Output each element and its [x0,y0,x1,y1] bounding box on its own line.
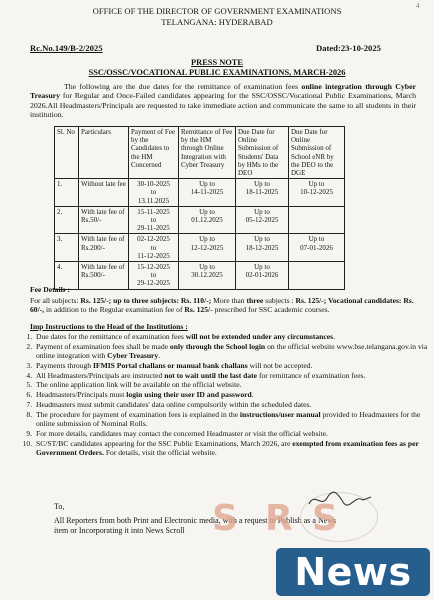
intro-paragraph: The following are the due dates for the remittance of examination fees online integration through Cyber Treasury for Regular and Once-Failed candidates appearing for the SSC/OSSC/Vocational Public Examinations, March 2026.All Headmasters/Principals are requested to take immediate action and communicate the same to all students in their institution. [30,82,416,119]
table-header-row [55,127,345,179]
corner-mark: 4 [416,2,420,10]
header-hm-due-date: Due Date for Online Submission of Students' Data by HMs to the DEO [236,127,289,179]
list-item: 10. SC/ST/BC candidates appearing for the SSC Public Examinations, March 2026, are exempted from examination fees as per Government Orders. For details, visit the official website. [34,439,434,457]
list-item: 2. Payment of examination fees shall be made only through the School login on the official website www.bse.telangana.gov.in via online integration with Cyber Treasury. [34,342,434,360]
reference-number: Rc.No.149/B-2/2025 [30,43,103,53]
table-row: 2. With late fee of Rs.50/- 15-11-2025 to 29-11-2025 Up to 01.12.2025 Up to 05-12-2025 [55,206,345,234]
news-badge: News [276,548,430,596]
list-item: 1. Due dates for the remittance of examination fees will not be extended under any circumstances. [34,332,434,341]
header-remittance: Remittance of Fee by the HM through Online Integration with Cyber Treasury [179,127,236,179]
recipients-line1: All Reporters from both Print and Electronic media, with a request to Publish as a News [54,516,337,525]
watermark-letter: R [265,498,293,539]
table-row: 1. Without late fee 30-10-2025 to 13.11.2025 Up to 14-11-2025 Up to 18-11-2025 Up to 10-12-2025 [55,179,345,207]
list-item: 9. For more details, candidates may contact the concerned Headmaster or visit the official website. [34,429,434,438]
list-item: 8. The procedure for payment of examination fees is explained in the instructions/user manual provided to Headmasters for the online submission of Nominal Rolls. [34,410,434,428]
instructions-heading: Imp Instructions to the Head of the Institutions : [30,322,188,331]
header-deo-due-date: Due Date for Online Submission of School eNR by the DEO to the DGE [289,127,345,179]
watermark-letter: S [212,498,238,539]
fee-details-heading: Fee Details : [30,285,71,294]
to-label: To, [54,502,65,511]
date-line: Dated:23-10-2025 [316,43,381,53]
office-title-line2: TELANGANA: HYDERABAD [161,17,273,27]
due-dates-table [54,126,345,290]
table-row: 4. With late fee of Rs.500/- 15-12-2025 to 29-12-2025 Up to 30.12.2025 Up to 02-01-2026 [55,262,345,290]
fee-details-text: For all subjects: Rs. 125/-; up to three subjects: Rs. 110/-; More than three subjects : Rs. 125/-; Vocational candidates: Rs. 60/-, in addition to the Regular examination fee of Rs. 125/- prescribed for SSC academic courses. [30,296,414,315]
table-row: 3. With late fee of Rs.200/- 02-12-2025 to 11-12-2025 Up to 12-12-2025 Up to 18-12-2025 Up to 07-01-2026 [55,234,345,262]
instructions-list [18,332,434,458]
list-item: 4. All Headmasters/Principals are instructed not to wait until the last date for remittance of examination fees. [34,371,434,380]
recipients-line2: item or Incorporating it into News Scroll [54,526,185,535]
header-payment: Payment of Fee by the Candidates to the HM Concerned [129,127,179,179]
header-sl-no: Sl. No [55,127,79,179]
exam-title: SSC/OSSC/VOCATIONAL PUBLIC EXAMINATIONS, MARCH-2026 [88,68,346,77]
header-particulars: Particulars [79,127,129,179]
watermark-letter: S [312,498,338,539]
list-item: 5. The online application link will be available on the official website. [34,380,434,389]
list-item: 6. Headmasters/Principals must login using their user ID and password. [34,390,434,399]
list-item: 7. Headmasters must submit candidates' data online compulsorily within the scheduled dates. [34,400,434,409]
list-item: 3. Payments through IFMIS Portal challans or manual bank challans will not be accepted. [34,361,434,370]
office-title-line1: OFFICE OF THE DIRECTOR OF GOVERNMENT EXAMINATIONS [92,6,342,16]
press-note-title: PRESS NOTE [191,58,243,67]
